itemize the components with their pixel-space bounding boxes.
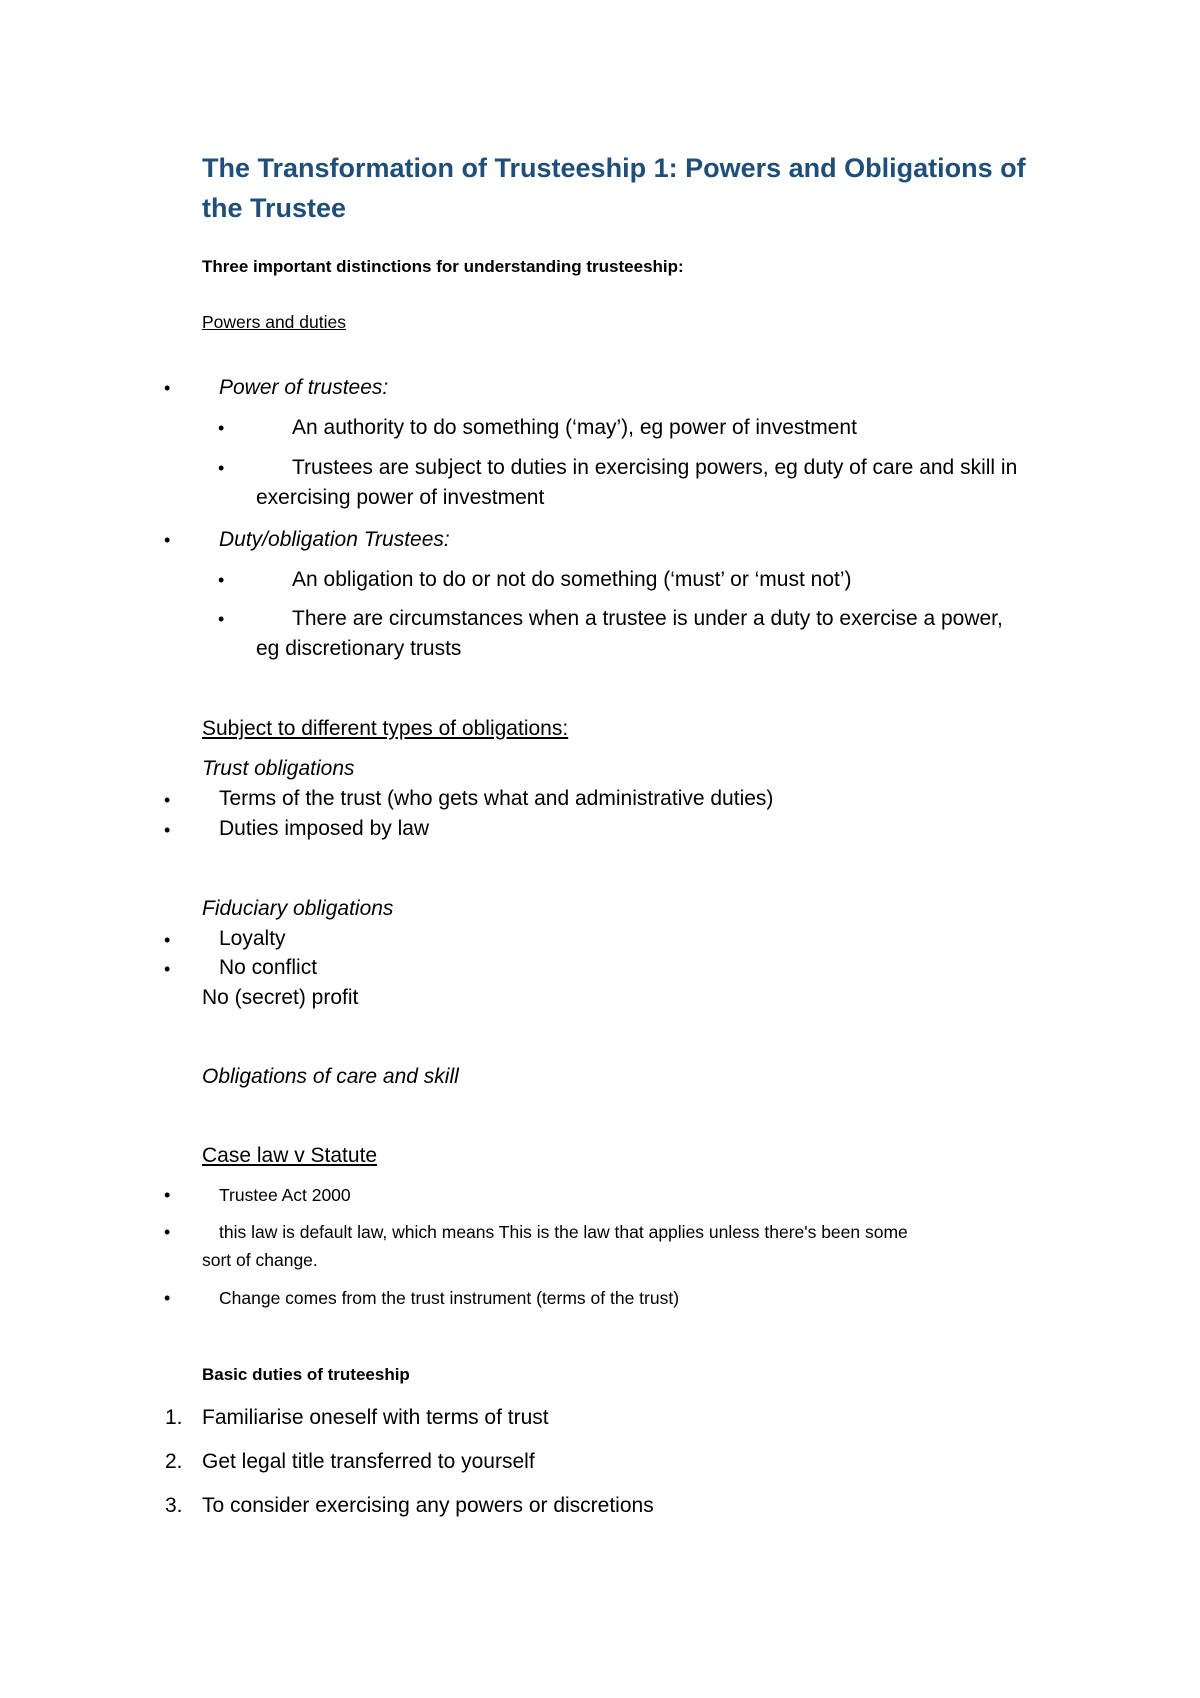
- list-number: 1.: [165, 1406, 183, 1429]
- duty-item-1: An obligation to do or not do something (‘must’ or ‘must not’): [292, 568, 852, 591]
- power-item-1: An authority to do something (‘may’), eg power of investment: [292, 416, 857, 439]
- bullet-icon: •: [164, 820, 171, 840]
- bullet-icon: •: [164, 530, 171, 550]
- no-profit-text: No (secret) profit: [202, 986, 359, 1009]
- trust-obligation-item-1: Terms of the trust (who gets what and administrative duties): [219, 787, 774, 810]
- bullet-icon: •: [218, 570, 225, 590]
- case-law-heading: Case law v Statute: [202, 1144, 378, 1167]
- basic-duty-item-3: To consider exercising any powers or discretions: [202, 1494, 654, 1517]
- basic-duty-item-1: Familiarise oneself with terms of trust: [202, 1406, 549, 1429]
- fiduciary-item-1: Loyalty: [219, 927, 286, 950]
- basic-duties-heading: Basic duties of truteeship: [202, 1365, 410, 1384]
- power-label: Power of trustees:: [219, 376, 389, 399]
- care-skill-label: Obligations of care and skill: [202, 1065, 459, 1088]
- bullet-icon: •: [164, 790, 171, 810]
- bullet-icon: •: [164, 930, 171, 950]
- fiduciary-obligations-label: Fiduciary obligations: [202, 897, 394, 920]
- intro-text: Three important distinctions for understanding trusteeship:: [202, 257, 684, 276]
- list-number: 3.: [165, 1494, 183, 1517]
- bullet-icon: •: [164, 1185, 171, 1205]
- case-law-item-3: Change comes from the trust instrument (terms of the trust): [219, 1288, 680, 1308]
- duty-item-2: There are circumstances when a trustee is under a duty to exercise a power,: [292, 607, 1003, 630]
- document-title-line-1: The Transformation of Trusteeship 1: Powers and Obligations of: [202, 153, 1026, 183]
- duty-label: Duty/obligation Trustees:: [219, 528, 450, 551]
- case-law-item-2: this law is default law, which means This is the law that applies unless there's been some: [219, 1222, 908, 1242]
- basic-duty-item-2: Get legal title transferred to yourself: [202, 1450, 535, 1473]
- duty-item-2-continued: eg discretionary trusts: [256, 637, 462, 660]
- bullet-icon: •: [164, 1288, 171, 1308]
- fiduciary-item-2: No conflict: [219, 956, 318, 979]
- case-law-item-2-continued: sort of change.: [202, 1250, 318, 1270]
- bullet-icon: •: [218, 418, 225, 438]
- bullet-icon: •: [218, 609, 225, 629]
- bullet-icon: •: [164, 959, 171, 979]
- document-title-line-2: the Trustee: [202, 193, 347, 223]
- obligations-heading: Subject to different types of obligations:: [202, 717, 569, 740]
- powers-duties-heading: Powers and duties: [202, 312, 346, 332]
- power-item-2: Trustees are subject to duties in exercising powers, eg duty of care and skill in: [292, 456, 1018, 479]
- bullet-icon: •: [164, 378, 171, 398]
- case-law-item-1: Trustee Act 2000: [219, 1185, 351, 1205]
- list-number: 2.: [165, 1450, 183, 1473]
- bullet-icon: •: [164, 1222, 171, 1242]
- trust-obligations-label: Trust obligations: [202, 757, 355, 780]
- bullet-icon: •: [218, 458, 225, 478]
- power-item-2-continued: exercising power of investment: [256, 486, 545, 509]
- trust-obligation-item-2: Duties imposed by law: [219, 817, 430, 840]
